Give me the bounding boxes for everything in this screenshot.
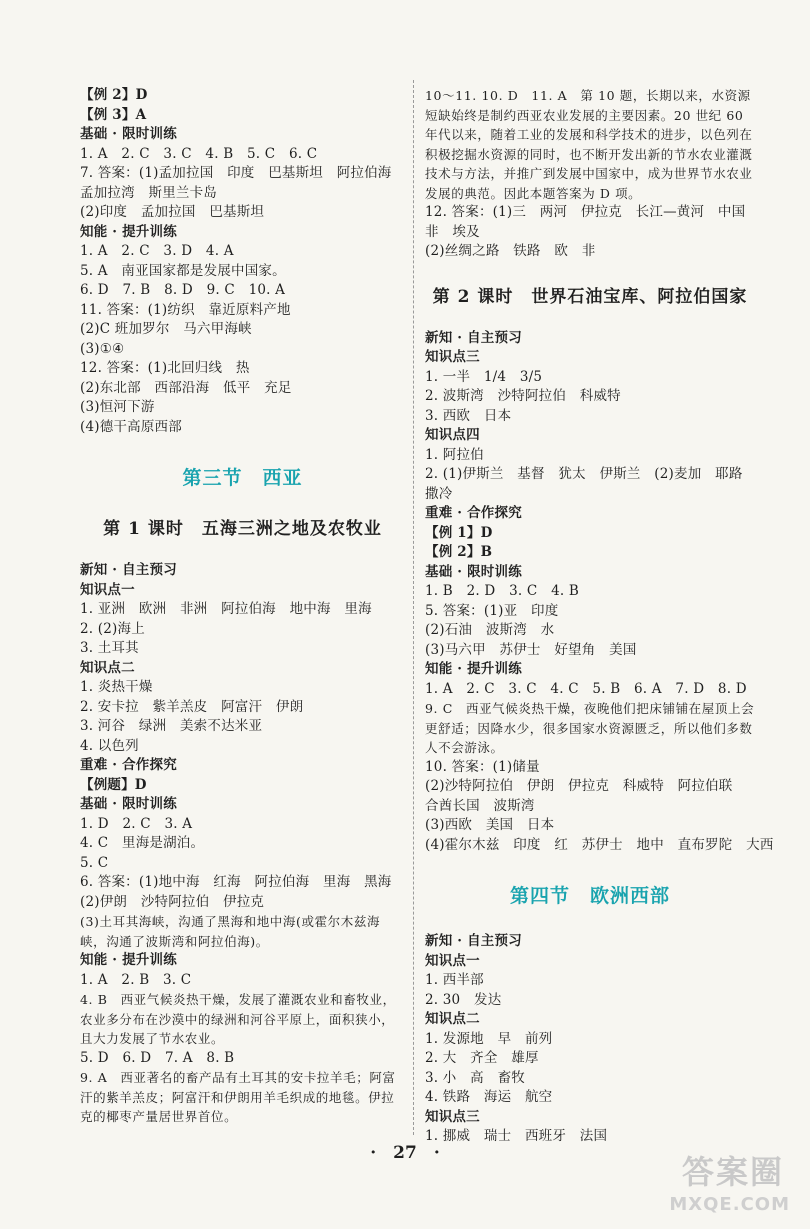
answer-line: (2)沙特阿拉伯 伊朗 伊拉克 科威特 阿拉伯联: [425, 778, 733, 794]
answer-line: 5. D 6. D 7. A 8. B: [80, 1049, 235, 1066]
subheading-line: 知识点二: [80, 659, 135, 676]
answer-line: 3. 河谷 绿洲 美索不达米亚: [80, 718, 263, 734]
subheading-line: 知识点四: [425, 427, 480, 443]
answer-line: 5. 答案：(1)亚 印度: [425, 602, 559, 619]
subheading-line: 知识点一: [425, 952, 480, 969]
answer-line: 1. A 2. C 3. C 4. C 5. B 6. A 7. D 8. D: [425, 680, 747, 697]
subheading-line: 重难 · 合作探究: [425, 505, 522, 521]
subheading-line: 基础 · 限时训练: [80, 796, 177, 812]
answer-line: 1. B 2. D 3. C 4. B: [425, 583, 579, 599]
subheading-line: 【例 1】D: [425, 524, 493, 541]
subheading-line: 重难 · 合作探究: [80, 757, 177, 773]
right-block-3: [425, 758, 774, 856]
answer-line: 7. 答案：(1)孟加拉国 印度 巴基斯坦 阿拉伯海: [80, 165, 392, 181]
subheading-line: 知能 · 提升训练: [80, 223, 177, 240]
right-block-4: [425, 932, 755, 1147]
lesson-title-2: 第 2 课时 世界石油宝库、阿拉伯国家: [432, 286, 748, 307]
answer-line: 1. 西半部: [425, 972, 484, 988]
subheading-line: 【例 3】A: [80, 106, 147, 123]
answer-line: (2)丝绸之路 铁路 欧 非: [425, 243, 596, 259]
left-block-4: [80, 1049, 405, 1069]
answer-line: (3)马六甲 苏伊士 好望角 美国: [425, 641, 637, 658]
answer-line: 非 埃及: [425, 223, 480, 240]
right-block-1: [425, 203, 755, 262]
answer-line: 6. D 7. B 8. D 9. C 10. A: [80, 282, 286, 298]
answer-line: 5. C: [80, 854, 109, 871]
answer-line: (4)德干高原西部: [80, 418, 182, 435]
left-column: [80, 86, 405, 1127]
lesson-title-1: 第 1 课时 五海三洲之地及农牧业: [103, 519, 382, 539]
answer-line: (2)伊朗 沙特阿拉伯 伊拉克: [80, 893, 265, 910]
answer-line: 1. 炎热干燥: [80, 679, 153, 695]
subheading-line: 【例 2】D: [80, 87, 148, 103]
answer-line: 2. 波斯湾 沙特阿拉伯 科威特: [425, 388, 621, 404]
watermark-url: MXQE.COM: [669, 1194, 790, 1215]
answer-line: 10. 答案：(1)储量: [425, 758, 540, 775]
answer-line: 孟加拉湾 斯里兰卡岛: [80, 184, 217, 201]
subheading-line: 知识点二: [425, 1011, 480, 1027]
answer-line: 11. 答案：(1)纺织 靠近原料产地: [80, 301, 291, 318]
subheading-line: 【例题】D: [80, 776, 147, 793]
subheading-line: 知能 · 提升训练: [80, 952, 177, 968]
answer-line: 1. D 2. C 3. A: [80, 815, 193, 832]
section-title-western-europe: 第四节 欧洲西部: [509, 885, 670, 907]
answer-line: 1. 发源地 早 前列: [425, 1030, 553, 1047]
answer-line: 4. 以色列: [80, 737, 139, 754]
subheading-line: 知识点三: [425, 349, 480, 365]
answer-line: 3. 西欧 日本: [425, 407, 512, 424]
right-paragraph-2: 9. C 西亚气候炎热干燥，夜晚他们把床铺铺在屋顶上会更舒适；因降水少，很多国家水资源匮乏，所以他们多数人不会游泳。: [425, 701, 755, 755]
left-paragraph-2: 4. B 西亚气候炎热干燥，发展了灌溉农业和畜牧业，农业多分布在沙漠中的绿洲和河谷平原上，面积狭小，且大力发展了节水农业。: [80, 992, 396, 1046]
answer-line: (3)①④: [80, 340, 125, 357]
answer-line: 2. 30 发达: [425, 991, 502, 1008]
answer-line: 3. 小 高 畜牧: [425, 1069, 525, 1086]
answer-line: 4. 铁路 海运 航空: [425, 1089, 553, 1105]
left-paragraph-3: 9. A 西亚著名的畜产品有土耳其的安卡拉羊毛；阿富汗的紫羊羔皮；阿富汗和伊朗用羊毛织成的地毯。伊拉克的椰枣产量居世界首位。: [80, 1070, 396, 1124]
answer-line: 1. A 2. B 3. C: [80, 971, 192, 988]
subheading-line: 知识点三: [425, 1108, 480, 1125]
subheading-line: 基础 · 限时训练: [425, 563, 522, 580]
answer-line: 12. 答案：(1)北回归线 热: [80, 360, 250, 376]
answer-line: 2. (2)海上: [80, 620, 145, 637]
subheading-line: 新知 · 自主预习: [80, 562, 177, 578]
answer-line: (4)霍尔木兹 印度 红 苏伊士 地中 直布罗陀 大西: [425, 836, 774, 853]
subheading-line: 基础 · 限时训练: [80, 126, 177, 142]
section-title-west-asia: 第三节 西亚: [182, 467, 303, 489]
answer-line: (2)石油 波斯湾 水: [425, 622, 555, 638]
right-column: [425, 86, 774, 1147]
column-divider: [413, 80, 414, 1135]
answer-line: (2)东北部 西部沿海 低平 充足: [80, 379, 292, 396]
subheading-line: 【例 2】B: [425, 544, 493, 560]
left-block-3: [80, 951, 405, 990]
answer-line: (3)恒河下游: [80, 399, 155, 415]
answer-line: 1. 阿拉伯: [425, 446, 484, 463]
page-number: · 27 ·: [370, 1143, 440, 1163]
answer-line: 4. C 里海是湖泊。: [80, 835, 205, 851]
answer-line: (3)西欧 美国 日本: [425, 817, 555, 833]
subheading-line: 知能 · 提升训练: [425, 661, 522, 677]
subheading-line: 知识点一: [80, 581, 135, 598]
subheading-line: 新知 · 自主预习: [425, 329, 522, 346]
answer-line: 2. 安卡拉 紫羊羔皮 阿富汗 伊朗: [80, 698, 304, 715]
right-paragraph-1: 10～11. 10. D 11. A 第 10 题，长期以来，水资源短缺始终是制约西亚农业发展的主要因素。20 世纪 60 年代以来，随着工业的发展和科学技术的进步，以色列在积极挖掘水资源的同时，也不断开发出新的节水农业灌溉技术与方法，并推广到发展中国家中，成为世界节水农业发展的典范。因此本题答案为 D 项。: [425, 88, 753, 201]
right-block-2: [425, 329, 755, 700]
left-block-2: [80, 561, 405, 912]
answer-line: 1. 亚洲 欧洲 非洲 阿拉伯海 地中海 里海: [80, 601, 372, 617]
subheading-line: 新知 · 自主预习: [425, 933, 522, 949]
answer-line: 2. 大 齐全 雄厚: [425, 1050, 539, 1066]
answer-line: 1. A 2. C 3. D 4. A: [80, 243, 234, 259]
answer-line: 1. 一半 1/4 3/5: [425, 368, 543, 385]
answer-line: 合酋长国 波斯湾: [425, 797, 535, 814]
answer-line: 1. 挪威 瑞士 西班牙 法国: [425, 1128, 608, 1144]
answer-line: (2)C 班加罗尔 马六甲海峡: [80, 321, 252, 337]
watermark-logo-text: 答案圈: [681, 1153, 784, 1191]
answer-line: (2)印度 孟加拉国 巴基斯坦: [80, 204, 265, 220]
answer-line: 3. 土耳其: [80, 640, 139, 656]
answer-line: 1. A 2. C 3. C 4. B 5. C 6. C: [80, 145, 318, 162]
answer-line: 撒冷: [425, 485, 453, 502]
answer-line: 12. 答案：(1)三 两河 伊拉克 长江—黄河 中国: [425, 204, 746, 220]
left-paragraph-1: (3)土耳其海峡，沟通了黑海和地中海(或霍尔木兹海峡，沟通了波斯湾和阿拉伯海)。: [80, 914, 381, 949]
answer-line: 5. A 南亚国家都是发展中国家。: [80, 262, 286, 279]
left-block-1: [80, 86, 405, 437]
answer-line: 2. (1)伊斯兰 基督 犹太 伊斯兰 (2)麦加 耶路: [425, 466, 743, 482]
answer-line: 6. 答案：(1)地中海 红海 阿拉伯海 里海 黑海: [80, 874, 392, 890]
